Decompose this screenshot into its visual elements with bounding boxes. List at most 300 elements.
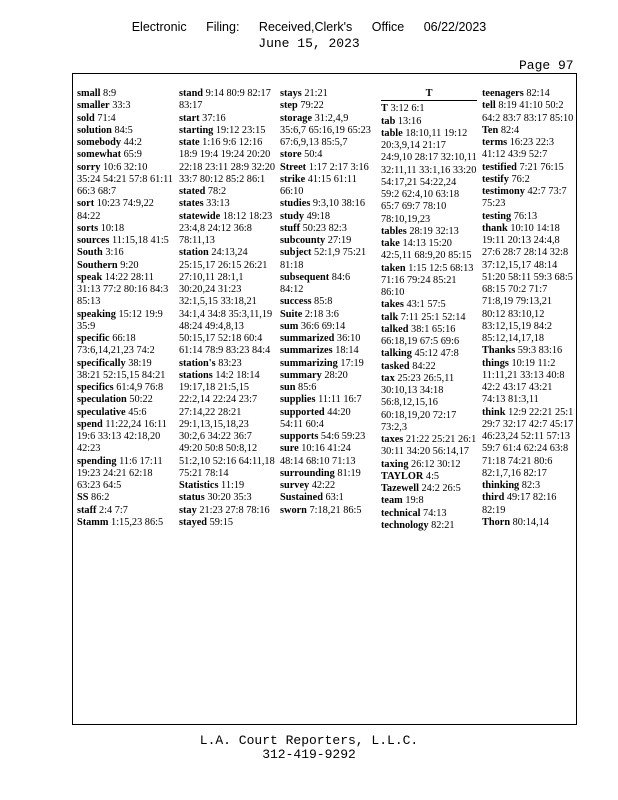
index-word: stayed bbox=[179, 516, 208, 528]
index-word: tell bbox=[482, 100, 496, 112]
index-word: sure bbox=[280, 443, 299, 455]
index-citations: 14:2 18:14 19:17,18 21:5,15 22:2,14 22:24 23:7 27:14,22 28:21 29:1,13,15,18,23 30:2,6 34:22 36:7 49:20 50:8 50:8,12 51:2,10 52:16 64:11,18 75:21 78:14 bbox=[179, 369, 275, 479]
index-entry bbox=[77, 235, 173, 247]
index-word: status bbox=[179, 492, 205, 504]
filing-stamp-filing: Filing: bbox=[206, 20, 240, 34]
index-word: Stamm bbox=[77, 516, 109, 528]
index-citations: 43:1 57:5 bbox=[406, 299, 446, 311]
index-citations: 50:23 82:3 bbox=[302, 222, 347, 234]
index-entry bbox=[381, 103, 477, 115]
index-entry bbox=[280, 443, 376, 468]
index-word: Thanks bbox=[482, 345, 516, 357]
index-citations: 76:2 bbox=[511, 173, 530, 185]
index-citations: 42:7 73:7 75:23 bbox=[482, 186, 567, 210]
filing-stamp-date: 06/22/2023 bbox=[423, 20, 487, 34]
index-word: terms bbox=[482, 137, 508, 148]
index-citations: 50:4 bbox=[304, 149, 323, 161]
index-citations: 10:10 14:18 19:11 20:13 24:4,8 27:6 28:7 28:14 32:8 37:12,15,17 48:14 51:20 58:11 59:3 68:5 68:15 70:2 71:7 71:8,19 79:13,21 80:12 83:10,12 83:12,15,19 84:2 85:12,14,17,18 bbox=[482, 222, 573, 344]
index-word: tables bbox=[381, 225, 407, 237]
index-word: start bbox=[179, 112, 200, 124]
index-entry bbox=[482, 480, 578, 492]
index-entry bbox=[381, 238, 477, 263]
index-citations: 7:18,21 86:5 bbox=[309, 504, 362, 516]
index-entry bbox=[179, 211, 275, 248]
index-entry bbox=[482, 162, 578, 174]
index-citations: 66:18 73:6,14,21,23 74:2 bbox=[77, 333, 155, 357]
index-citations: 10:6 32:10 35:24 54:21 57:8 61:11 66:3 68:7 bbox=[77, 161, 174, 197]
index-entry bbox=[482, 88, 578, 100]
index-word: stays bbox=[280, 88, 302, 99]
index-entry bbox=[280, 505, 376, 517]
index-word: speculation bbox=[77, 394, 127, 406]
index-citations: 21:22 25:21 26:1 30:11 34:20 56:14,17 bbox=[381, 434, 477, 458]
index-word: survey bbox=[280, 480, 310, 491]
index-entry bbox=[280, 492, 376, 504]
index-citations: 41:15 61:11 66:10 bbox=[280, 173, 357, 197]
index-word: TAYLOR bbox=[381, 470, 424, 482]
index-citations: 50:22 bbox=[129, 394, 153, 406]
index-word: Tazewell bbox=[381, 483, 419, 494]
index-word: step bbox=[280, 100, 298, 112]
index-word: supplies bbox=[280, 394, 316, 406]
index-entry bbox=[77, 382, 173, 394]
transcript-date: June 15, 2023 bbox=[258, 36, 360, 51]
index-entry bbox=[280, 394, 376, 406]
index-citations: 36:10 bbox=[336, 333, 361, 344]
index-entry bbox=[179, 492, 275, 504]
index-entry bbox=[77, 394, 173, 406]
index-citations: 31:2,4,9 35:6,7 65:16,19 65:23 67:6,9,13 85:5,7 bbox=[280, 112, 371, 148]
index-word: supports bbox=[280, 431, 319, 442]
index-entry bbox=[280, 358, 376, 370]
index-word: stated bbox=[179, 186, 206, 197]
index-word: small bbox=[77, 88, 101, 99]
index-citations: 1:15 12:5 68:13 71:16 79:24 85:21 86:10 bbox=[381, 262, 474, 298]
index-citations: 82:4 bbox=[500, 124, 520, 136]
filing-stamp-electronic: Electronic bbox=[131, 20, 187, 34]
index-word: Suite bbox=[280, 308, 303, 320]
index-entry bbox=[482, 492, 578, 517]
index-citations: 52:1,9 75:21 81:18 bbox=[280, 247, 367, 271]
index-citations: 1:16 9:6 12:16 18:9 19:4 19:24 20:20 22:18 23:11 28:9 32:20 33:7 80:12 85:2 86:1 bbox=[179, 137, 276, 185]
index-word: tab bbox=[381, 115, 396, 127]
index-entry bbox=[77, 419, 173, 456]
index-word: subject bbox=[280, 247, 312, 259]
index-word: tax bbox=[381, 372, 395, 384]
index-entry bbox=[381, 508, 477, 520]
index-word: speaking bbox=[77, 308, 116, 320]
index-citations: 9:14 80:9 82:17 83:17 bbox=[179, 88, 271, 112]
index-entry bbox=[280, 407, 376, 432]
index-citations: 85:8 bbox=[314, 296, 333, 308]
index-column-4 bbox=[381, 88, 477, 532]
index-word: sources bbox=[77, 235, 110, 246]
index-word: Thorn bbox=[482, 516, 511, 528]
index-citations: 84:6 84:12 bbox=[280, 271, 351, 295]
index-word: sorry bbox=[77, 161, 101, 173]
index-entry bbox=[381, 263, 477, 300]
index-citations: 44:2 bbox=[123, 137, 142, 148]
index-citations: 71:4 bbox=[97, 112, 116, 124]
index-citations: 36:6 69:14 bbox=[300, 320, 346, 332]
index-entry bbox=[280, 382, 376, 394]
index-citations: 45:12 47:8 bbox=[414, 348, 459, 360]
index-citations: 38:1 65:16 66:18,19 67:5 69:6 bbox=[381, 323, 460, 347]
index-entry bbox=[77, 113, 173, 125]
index-entry bbox=[381, 373, 477, 434]
index-word: testimony bbox=[482, 186, 525, 197]
index-word: solution bbox=[77, 124, 112, 136]
index-entry bbox=[280, 480, 376, 492]
index-word: strike bbox=[280, 173, 306, 185]
index-citations: 10:19 11:2 11:11,21 33:13 40:8 42:2 43:17 43:21 74:13 81:3,11 bbox=[482, 357, 565, 406]
index-entry bbox=[280, 113, 376, 150]
index-entry bbox=[482, 358, 578, 407]
filing-stamp bbox=[0, 20, 618, 34]
index-citations: 19:12 23:15 bbox=[215, 124, 266, 136]
index-entry bbox=[77, 309, 173, 334]
index-word: speak bbox=[77, 271, 103, 283]
index-entry bbox=[77, 333, 173, 358]
index-citations: 13:16 bbox=[397, 115, 422, 127]
index-citations: 3:16 bbox=[105, 247, 124, 259]
index-word: success bbox=[280, 296, 312, 308]
index-word: testify bbox=[482, 173, 509, 185]
index-citations: 1:17 2:17 3:16 bbox=[308, 161, 369, 173]
index-word: take bbox=[381, 238, 400, 249]
index-entry bbox=[280, 345, 376, 357]
index-word: taxing bbox=[381, 458, 409, 470]
index-citations: 59:3 83:16 bbox=[517, 345, 563, 357]
index-entry bbox=[381, 361, 477, 373]
index-word: summarizes bbox=[280, 345, 333, 357]
index-citations: 81:19 bbox=[337, 467, 361, 479]
index-entry bbox=[381, 324, 477, 349]
index-entry bbox=[77, 100, 173, 112]
index-citations: 86:2 bbox=[91, 492, 110, 504]
index-citations: 7:21 76:15 bbox=[519, 161, 564, 173]
index-word: stations bbox=[179, 369, 213, 381]
index-column-2 bbox=[179, 88, 275, 529]
index-citations: 30:20 35:3 bbox=[207, 492, 252, 504]
index-entry bbox=[381, 520, 477, 532]
index-entry bbox=[280, 211, 376, 223]
index-citations: 2:18 3:6 bbox=[304, 308, 339, 320]
index-word: Statistics bbox=[179, 480, 219, 491]
index-word: think bbox=[482, 406, 506, 418]
index-word: speculative bbox=[77, 406, 126, 418]
index-citations: 11:6 17:11 19:23 24:21 62:18 63:23 64:5 bbox=[77, 455, 163, 491]
index-entry bbox=[77, 517, 173, 529]
index-citations: 10:23 74:9,22 84:22 bbox=[77, 198, 154, 222]
index-entry bbox=[280, 223, 376, 235]
index-word: technical bbox=[381, 507, 421, 519]
index-citations: 25:23 26:5,11 30:10,13 34:18 56:8,12,15,16 60:18,19,20 72:17 73:2,3 bbox=[381, 372, 457, 433]
index-citations: 21:23 27:8 78:16 bbox=[199, 504, 270, 516]
index-word: specific bbox=[77, 333, 110, 344]
index-citations: 19:8 bbox=[405, 495, 424, 507]
index-word: spending bbox=[77, 455, 117, 467]
index-entry bbox=[482, 125, 578, 137]
index-citations: 17:19 bbox=[340, 357, 364, 369]
index-word: sum bbox=[280, 320, 299, 332]
index-citations: 61:4,9 76:8 bbox=[116, 382, 164, 393]
index-word: studies bbox=[280, 198, 311, 210]
index-entry bbox=[77, 505, 173, 517]
index-citations: 82:21 bbox=[431, 519, 455, 531]
index-entry bbox=[381, 299, 477, 311]
index-entry bbox=[280, 333, 376, 345]
index-word: specifically bbox=[77, 357, 126, 369]
index-entry bbox=[280, 247, 376, 272]
index-word: state bbox=[179, 137, 200, 148]
index-entry bbox=[77, 456, 173, 493]
index-word: staff bbox=[77, 504, 97, 516]
index-word: sorts bbox=[77, 222, 99, 234]
index-citations: 1:15,23 86:5 bbox=[111, 516, 164, 528]
index-entry bbox=[77, 198, 173, 223]
index-entry bbox=[381, 434, 477, 459]
index-citations: 28:19 32:13 bbox=[409, 225, 459, 237]
index-table bbox=[72, 73, 577, 725]
index-word: thinking bbox=[482, 480, 520, 491]
index-word: sworn bbox=[280, 504, 307, 516]
index-word: taxes bbox=[381, 434, 404, 445]
index-word: Ten bbox=[482, 124, 499, 136]
index-entry bbox=[77, 358, 173, 383]
index-citations: 80:14,14 bbox=[512, 516, 549, 528]
index-entry bbox=[179, 88, 275, 113]
index-entry bbox=[77, 162, 173, 199]
index-entry bbox=[77, 407, 173, 419]
index-citations: 63:1 bbox=[325, 492, 344, 504]
index-entry bbox=[381, 128, 477, 226]
index-word: tasked bbox=[381, 360, 410, 372]
index-word: Southern bbox=[77, 259, 118, 271]
letter-heading: T bbox=[381, 88, 477, 101]
index-entry bbox=[179, 186, 275, 198]
index-entry bbox=[77, 88, 173, 100]
index-word: sun bbox=[280, 382, 296, 393]
index-citations: 18:14 bbox=[335, 345, 359, 357]
index-citations: 9:3,10 38:16 bbox=[312, 198, 365, 210]
index-column-3 bbox=[280, 88, 376, 517]
index-word: specifics bbox=[77, 382, 114, 393]
index-column-5 bbox=[482, 88, 578, 529]
index-citations: 11:11 16:7 bbox=[318, 394, 362, 406]
reporter-company: L.A. Court Reporters, L.L.C. bbox=[199, 733, 419, 748]
index-citations: 76:13 bbox=[513, 210, 538, 222]
index-entry bbox=[179, 370, 275, 480]
index-citations: 33:3 bbox=[112, 100, 131, 112]
index-citations: 15:12 19:9 35:9 bbox=[77, 308, 163, 332]
index-entry bbox=[179, 137, 275, 186]
index-citations: 27:19 bbox=[327, 235, 352, 246]
index-citations: 49:17 82:16 82:19 bbox=[482, 492, 557, 516]
index-entry bbox=[179, 113, 275, 125]
index-word: surrounding bbox=[280, 467, 335, 479]
index-entry bbox=[280, 272, 376, 297]
index-citations: 16:23 22:3 41:12 43:9 52:7 bbox=[482, 137, 555, 161]
index-entry bbox=[77, 272, 173, 309]
index-citations: 38:19 38:21 52:15,15 84:21 bbox=[77, 357, 166, 381]
index-entry bbox=[381, 312, 477, 324]
index-citations: 82:14 bbox=[526, 88, 550, 99]
index-entry bbox=[482, 407, 578, 481]
index-citations: 18:12 18:23 23:4,8 24:12 36:8 78:11,13 bbox=[179, 210, 273, 246]
index-word: summarizing bbox=[280, 357, 338, 369]
index-citations: 24:13,24 25:15,17 26:15 26:21 27:10,11 28:1,1 30:20,24 31:23 32:1,5,15 33:18,21 34:1,4 34:8 35:3,11,19 48:24 49:4,8,13 50:15,17 52:18 60:4 61:14 78:9 83:23 84:4 bbox=[179, 247, 273, 357]
index-citations: 65:9 bbox=[123, 149, 142, 161]
index-entry bbox=[381, 116, 477, 128]
index-citations: 26:12 30:12 bbox=[411, 458, 461, 470]
index-entry bbox=[280, 149, 376, 161]
index-word: Street bbox=[280, 161, 307, 173]
index-word: third bbox=[482, 492, 505, 504]
index-column-1 bbox=[77, 88, 173, 529]
index-word: things bbox=[482, 357, 509, 369]
index-word: states bbox=[179, 198, 204, 210]
index-entry bbox=[179, 125, 275, 137]
index-word: teenagers bbox=[482, 88, 524, 99]
index-citations: 85:6 bbox=[298, 382, 317, 393]
index-citations: 14:13 15:20 42:5,11 68:9,20 85:15 bbox=[381, 238, 472, 262]
index-entry bbox=[482, 174, 578, 186]
index-entry bbox=[280, 235, 376, 247]
index-entry bbox=[179, 358, 275, 370]
index-entry bbox=[179, 505, 275, 517]
index-entry bbox=[482, 345, 578, 357]
index-entry bbox=[482, 517, 578, 529]
index-citations: 54:6 59:23 bbox=[320, 431, 366, 442]
index-word: summary bbox=[280, 369, 322, 381]
index-entry bbox=[280, 88, 376, 100]
index-word: testing bbox=[482, 210, 512, 222]
index-entry bbox=[179, 517, 275, 529]
index-entry bbox=[381, 226, 477, 238]
index-citations: 11:19 bbox=[221, 480, 245, 491]
index-citations: 84:5 bbox=[114, 124, 133, 136]
index-entry bbox=[77, 260, 173, 272]
index-citations: 49:18 bbox=[306, 210, 331, 222]
index-entry bbox=[280, 431, 376, 443]
index-entry bbox=[280, 321, 376, 333]
index-entry bbox=[179, 480, 275, 492]
index-word: table bbox=[381, 127, 403, 139]
index-word: thank bbox=[482, 222, 508, 234]
index-word: T bbox=[381, 103, 388, 115]
index-citations: 14:22 28:11 31:13 77:2 80:16 84:3 85:13 bbox=[77, 271, 169, 308]
index-citations: 2:4 7:7 bbox=[99, 504, 128, 516]
index-word: storage bbox=[280, 112, 313, 124]
index-word: team bbox=[381, 495, 403, 507]
index-citations: 28:20 bbox=[324, 369, 348, 381]
index-word: takes bbox=[381, 299, 404, 311]
index-entry bbox=[77, 149, 173, 161]
index-word: spend bbox=[77, 418, 103, 430]
index-citations: 24:2 26:5 bbox=[421, 483, 461, 494]
index-word: sort bbox=[77, 198, 95, 210]
index-entry bbox=[179, 247, 275, 357]
index-entry bbox=[280, 370, 376, 382]
index-entry bbox=[482, 100, 578, 125]
index-word: subcounty bbox=[280, 235, 326, 246]
index-entry bbox=[381, 495, 477, 507]
index-entry bbox=[381, 483, 477, 495]
index-word: testified bbox=[482, 161, 517, 173]
index-citations: 8:9 bbox=[103, 88, 117, 99]
index-citations: 10:16 41:24 48:14 68:10 71:13 bbox=[280, 443, 356, 467]
index-word: station's bbox=[179, 357, 216, 369]
index-entry bbox=[77, 492, 173, 504]
index-entry bbox=[280, 174, 376, 199]
index-citations: 42:22 bbox=[311, 480, 336, 491]
index-citations: 74:13 bbox=[423, 507, 447, 519]
filing-stamp-office: Office bbox=[371, 20, 405, 34]
index-word: technology bbox=[381, 519, 429, 531]
index-citations: 45:6 bbox=[128, 406, 147, 418]
index-entry bbox=[482, 186, 578, 211]
page-number: Page 97 bbox=[519, 58, 574, 73]
index-word: station bbox=[179, 247, 209, 259]
index-entry bbox=[482, 223, 578, 346]
index-word: stuff bbox=[280, 222, 301, 234]
index-word: subsequent bbox=[280, 271, 330, 283]
index-word: somebody bbox=[77, 137, 122, 148]
index-word: smaller bbox=[77, 100, 110, 112]
index-citations: 33:13 bbox=[206, 198, 230, 210]
index-word: starting bbox=[179, 124, 214, 136]
index-entry bbox=[482, 211, 578, 223]
index-word: supported bbox=[280, 406, 325, 418]
filing-stamp-received: Received,Clerk's bbox=[258, 20, 353, 34]
index-word: somewhat bbox=[77, 149, 122, 161]
index-word: sold bbox=[77, 112, 95, 124]
index-word: store bbox=[280, 149, 302, 161]
index-citations: 4:5 bbox=[425, 470, 440, 482]
index-word: talked bbox=[381, 323, 409, 335]
index-entry bbox=[280, 468, 376, 480]
index-citations: 18:10,11 19:12 20:3,9,14 21:17 24:9,10 28:17 32:10,11 32:11,11 33:1,16 33:20 54:17,21 54:22,24 59:2 62:4,10 63:18 65:7 69:7 78:10 78:10,19,23 bbox=[381, 127, 477, 225]
index-entry bbox=[482, 137, 578, 162]
index-citations: 8:19 41:10 50:2 64:2 83:7 83:17 85:10 bbox=[482, 100, 574, 124]
index-word: study bbox=[280, 210, 305, 222]
index-citations: 11:15,18 41:5 bbox=[112, 235, 169, 246]
index-word: South bbox=[77, 247, 103, 259]
index-word: talk bbox=[381, 311, 399, 323]
index-citations: 12:9 22:21 25:1 29:7 32:17 42:7 45:17 46:23,24 52:11 57:13 59:7 61:4 62:24 63:8 71:18 74:21 80:6 82:1,7,16 82:17 bbox=[482, 406, 574, 479]
index-word: stand bbox=[179, 88, 204, 99]
index-citations: 10:18 bbox=[100, 222, 125, 234]
index-citations: 9:20 bbox=[120, 259, 139, 271]
index-entry bbox=[179, 198, 275, 210]
index-citations: 44:20 54:11 60:4 bbox=[280, 406, 351, 430]
index-entry bbox=[280, 162, 376, 174]
index-citations: 37:16 bbox=[202, 112, 226, 124]
index-word: statewide bbox=[179, 210, 221, 222]
index-citations: 78:2 bbox=[207, 186, 227, 197]
index-entry bbox=[280, 198, 376, 210]
index-word: SS bbox=[77, 492, 89, 504]
index-entry bbox=[280, 100, 376, 112]
index-entry bbox=[381, 459, 477, 471]
index-entry bbox=[77, 247, 173, 259]
index-citations: 79:22 bbox=[300, 100, 324, 112]
index-word: taken bbox=[381, 262, 406, 274]
index-entry bbox=[280, 309, 376, 321]
index-citations: 84:22 bbox=[412, 360, 436, 372]
index-citations: 11:22,24 16:11 19:6 33:13 42:18,20 42:23 bbox=[77, 418, 167, 455]
